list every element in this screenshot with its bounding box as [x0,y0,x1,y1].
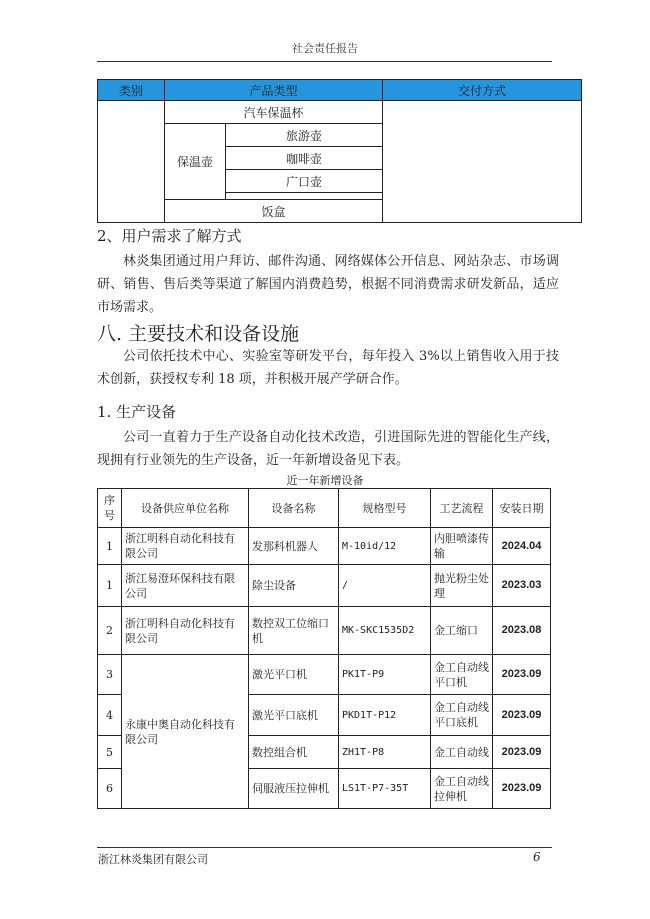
row-model: / [339,565,431,607]
row-process: 金工自动线平口底机 [431,695,493,736]
row-equipment-name: 除尘设备 [249,565,339,607]
table-caption: 近一年新增设备 [286,474,364,487]
row-model: PK1T-P9 [339,655,431,695]
row-date: 2023.09 [493,769,551,809]
row-process: 金工缩口 [431,607,493,655]
row-process: 抛光粉尘处理 [431,565,493,607]
subsection-heading: 1. 生产设备 [97,403,177,421]
row-supplier: 浙江易澄环保科技有限公司 [122,565,249,607]
row-supplier: 浙江明科自动化科技有限公司 [122,607,249,655]
footer-company: 浙江林炎集团有限公司 [98,853,208,866]
page-number: 6 [533,850,541,864]
table-row [98,565,551,607]
row-process: 金工自动线拉伸机 [431,769,493,809]
row-no: 3 [98,655,122,695]
category-cell [98,101,165,223]
row-no: 4 [98,695,122,736]
subsection-paragraph: 公司一直着力于生产设备自动化技术改造，引进国际先进的智能化生产线，现拥有行业领先的生产设备，近一年新增设备见下表。 [97,430,559,468]
group-cell: 保温壶 [165,124,226,200]
row-equipment-name: 激光平口机 [249,655,339,695]
col-header-model: 规格型号 [339,489,431,528]
row-date: 2023.09 [493,736,551,769]
row-no: 5 [98,736,122,769]
col-header-process: 工艺流程 [431,489,493,528]
chapter-heading: 八. 主要技术和设备设施 [97,323,300,345]
chapter-paragraph: 公司依托技术中心、实验室等研发平台，每年投入 3%以上销售收入用于技术创新，获授权专利 18 项，并积极开展产学研合作。 [97,349,559,387]
table-row [98,655,551,695]
row-supplier-merged: 永康中奥自动化科技有限公司 [122,655,249,809]
row-equipment-name: 数控双工位缩口机 [249,607,339,655]
row-model: ZH1T-P8 [339,736,431,769]
footer-rule [97,847,552,848]
row-date: 2023.09 [493,695,551,736]
row-date: 2023.03 [493,565,551,607]
row-no: 1 [98,528,122,565]
row-model: MK-SKC1535D2 [339,607,431,655]
col-header-no: 序号 [98,489,122,528]
product-cell: 饭盒 [165,200,383,223]
row-equipment-name: 伺服液压拉伸机 [249,769,339,809]
row-process: 金工自动线 [431,736,493,769]
col-header-name: 设备名称 [249,489,339,528]
report-header-title: 社会责任报告 [292,42,358,55]
equipment-table [97,488,551,809]
product-cell: 广口壶 [226,170,383,193]
product-table-header-row [98,80,582,101]
section-paragraph: 林炎集团通过用户拜访、邮件沟通、网络媒体公开信息、网站杂志、市场调研、销售、售后类等渠道了解国内消费趋势，根据不同消费需求研发新品，适应市场需求。 [97,254,559,315]
row-process: 内胆喷漆传输 [431,528,493,565]
product-cell: 旅游壶 [226,124,383,147]
row-supplier: 浙江明科自动化科技有限公司 [122,528,249,565]
row-date: 2024.04 [493,528,551,565]
row-model: PKD1T-P12 [339,695,431,736]
section-heading: 2、用户需求了解方式 [97,227,242,245]
row-model: M-10id/12 [339,528,431,565]
row-date: 2023.08 [493,607,551,655]
row-no: 6 [98,769,122,809]
row-equipment-name: 激光平口底机 [249,695,339,736]
col-header-supplier: 设备供应单位名称 [122,489,249,528]
header-product-type: 产品类型 [165,80,383,101]
product-cell: 汽车保温杯 [165,101,383,124]
row-model: LS1T-P7-35T [339,769,431,809]
spacer-cell [226,193,383,200]
row-date: 2023.09 [493,655,551,695]
table-row [98,607,551,655]
delivery-cell [383,101,582,223]
col-header-date: 安装日期 [493,489,551,528]
row-no: 1 [98,565,122,607]
row-no: 2 [98,607,122,655]
row-process: 金工自动线平口机 [431,655,493,695]
header-category: 类别 [98,80,165,101]
table-row [98,101,582,124]
product-table [97,79,582,223]
product-cell: 咖啡壶 [226,147,383,170]
header-rule [97,61,552,62]
equipment-table-header-row [98,489,551,528]
header-delivery: 交付方式 [383,80,582,101]
row-equipment-name: 发那科机器人 [249,528,339,565]
table-row [98,528,551,565]
row-equipment-name: 数控组合机 [249,736,339,769]
